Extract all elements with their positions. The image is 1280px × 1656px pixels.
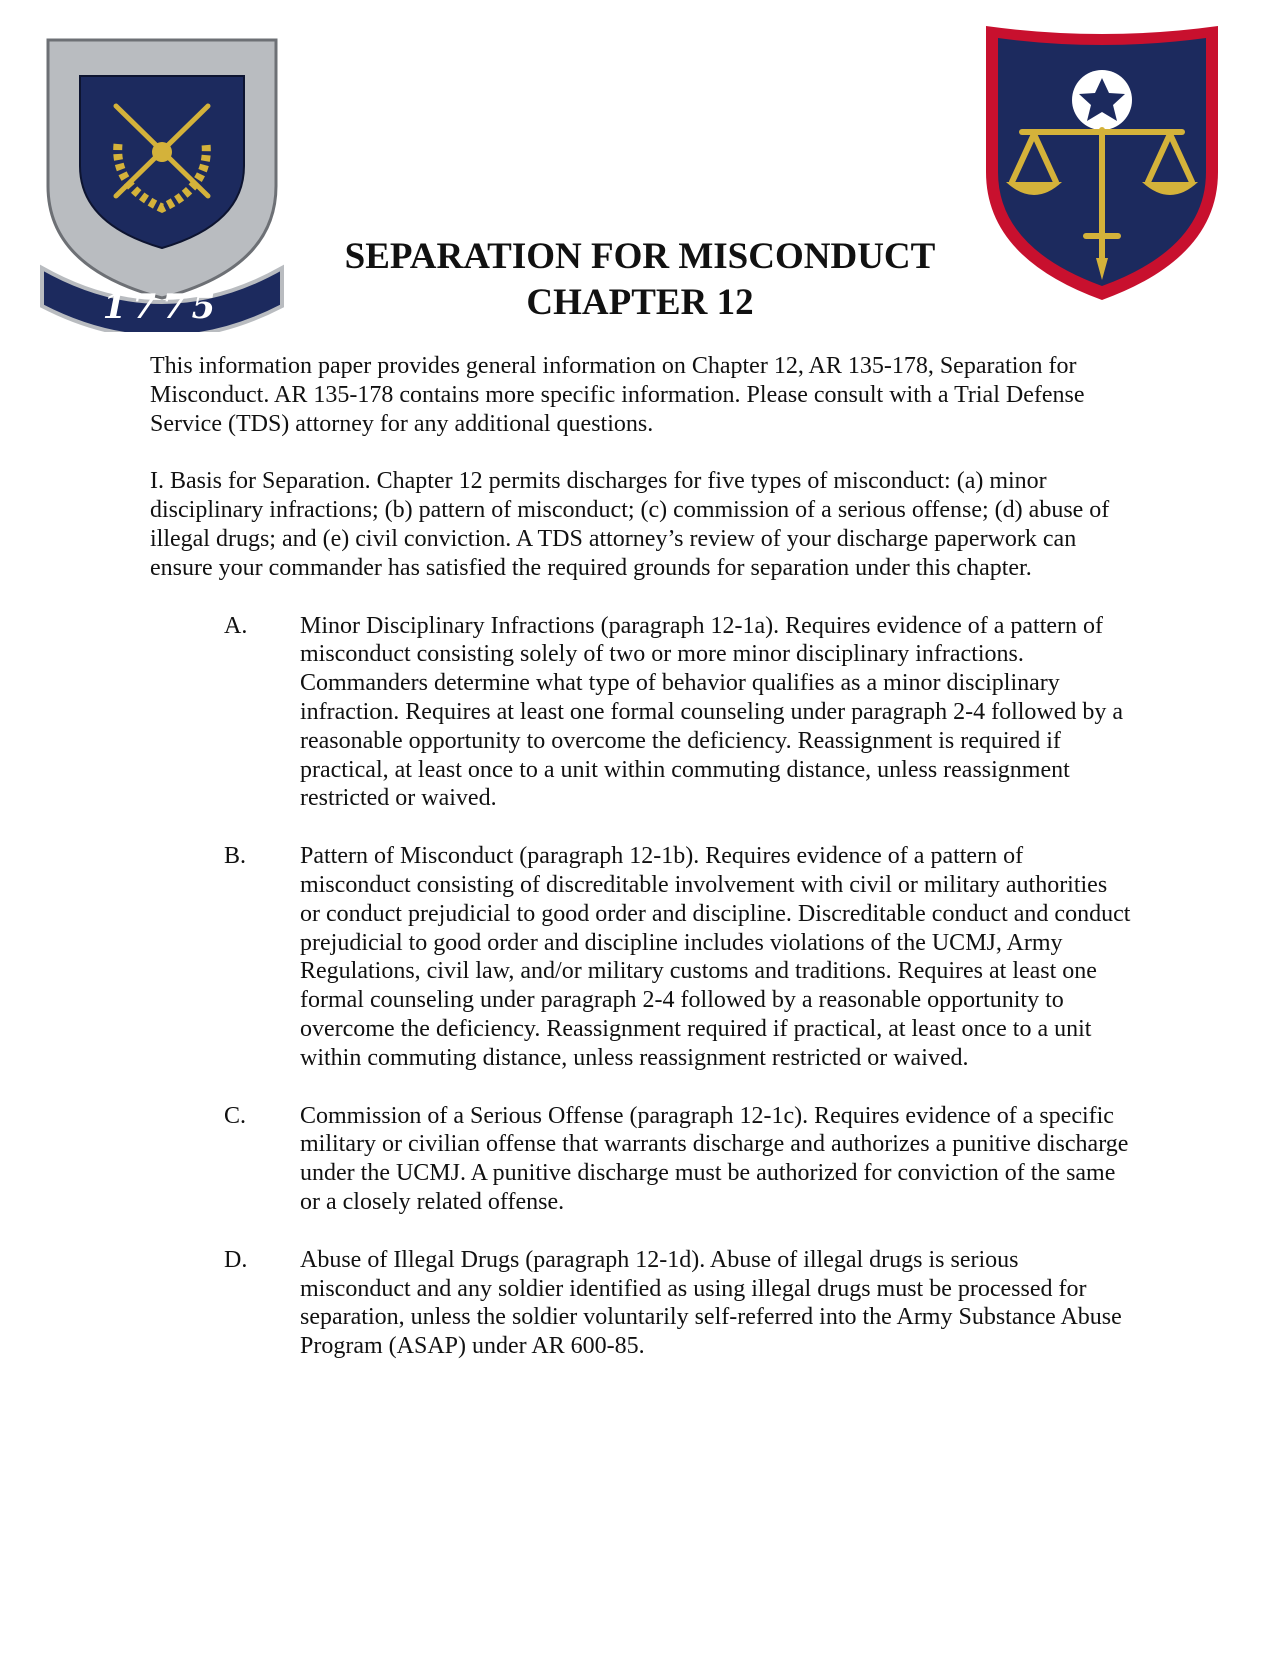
title-line-2: CHAPTER 12	[526, 282, 754, 323]
intro-paragraph: This information paper provides general information on Chapter 12, AR 135-178, Separation for Misconduct. AR 135-178 contains more specific information. Please consult with a Trial Defense Service (TDS) attorney for any additional questions.	[150, 353, 1085, 437]
list-item-letter: B.	[224, 843, 247, 870]
list-item	[224, 842, 1140, 1072]
list-item-text: Abuse of Illegal Drugs (paragraph 12-1d). Abuse of illegal drugs is serious misconduct and any soldier identified as using illegal drugs must be processed for separation, unless the soldier voluntarily self-referred into the Army Substance Abuse Program (ASAP) under AR 600-85.	[300, 1246, 1122, 1360]
page-title	[300, 234, 980, 326]
list-item-text: Pattern of Misconduct (paragraph 12-1b). Requires evidence of a pattern of misconduct consisting of discreditable involvement with civil or military authorities or conduct prejudicial to good order and discipline. Discreditable conduct and conduct prejudicial to good order and discipline includes violations of the UCMJ, Army Regulations, civil law, and/or military customs and traditions. Requires at least one formal counseling under paragraph 2-4 followed by a reasonable opportunity to overcome the deficiency. Reassignment required if practical, at least once to a unit within commuting distance, unless reassignment restricted or waived.	[300, 843, 1131, 1071]
svg-text:1775: 1775	[102, 287, 222, 327]
list-item	[224, 1102, 1140, 1217]
list-item-text: Commission of a Serious Offense (paragraph 12-1c). Requires evidence of a specific military or civilian offense that warrants discharge and authorizes a punitive discharge under the UCMJ. A punitive discharge must be authorized for conviction of the same or a closely related offense.	[300, 1102, 1129, 1215]
list-item-letter: D.	[224, 1246, 248, 1273]
basis-for-separation-paragraph: I. Basis for Separation. Chapter 12 permits discharges for five types of misconduct: (a) minor disciplinary infractions; (b) pattern of misconduct; (c) commission of a serious offense; (d) abuse of illegal drugs; and (e) civil conviction. A TDS attorney’s review of your discharge paperwork can ensure your commander has satisfied the required grounds for separation under this chapter.	[150, 468, 1110, 581]
list-item-text: Minor Disciplinary Infractions (paragraph 12-1a). Requires evidence of a pattern of misconduct consisting solely of two or more minor disciplinary infractions. Commanders determine what type of behavior qualifies as a minor disciplinary infraction. Requires at least one formal counseling under paragraph 2-4 followed by a reasonable opportunity to overcome the deficiency. Reassignment is required if practical, at least once to a unit within commuting distance, unless reassignment restricted or waived.	[300, 612, 1124, 812]
tds-shield-icon	[982, 22, 1222, 304]
list-item	[224, 612, 1140, 814]
list-item-letter: C.	[224, 1102, 247, 1129]
title-line-1: SEPARATION FOR MISCONDUCT	[344, 236, 936, 277]
list-item	[224, 1246, 1140, 1361]
document-body	[150, 352, 1140, 1390]
list-item-letter: A.	[224, 612, 248, 639]
jag-corps-crest-icon	[38, 36, 286, 332]
